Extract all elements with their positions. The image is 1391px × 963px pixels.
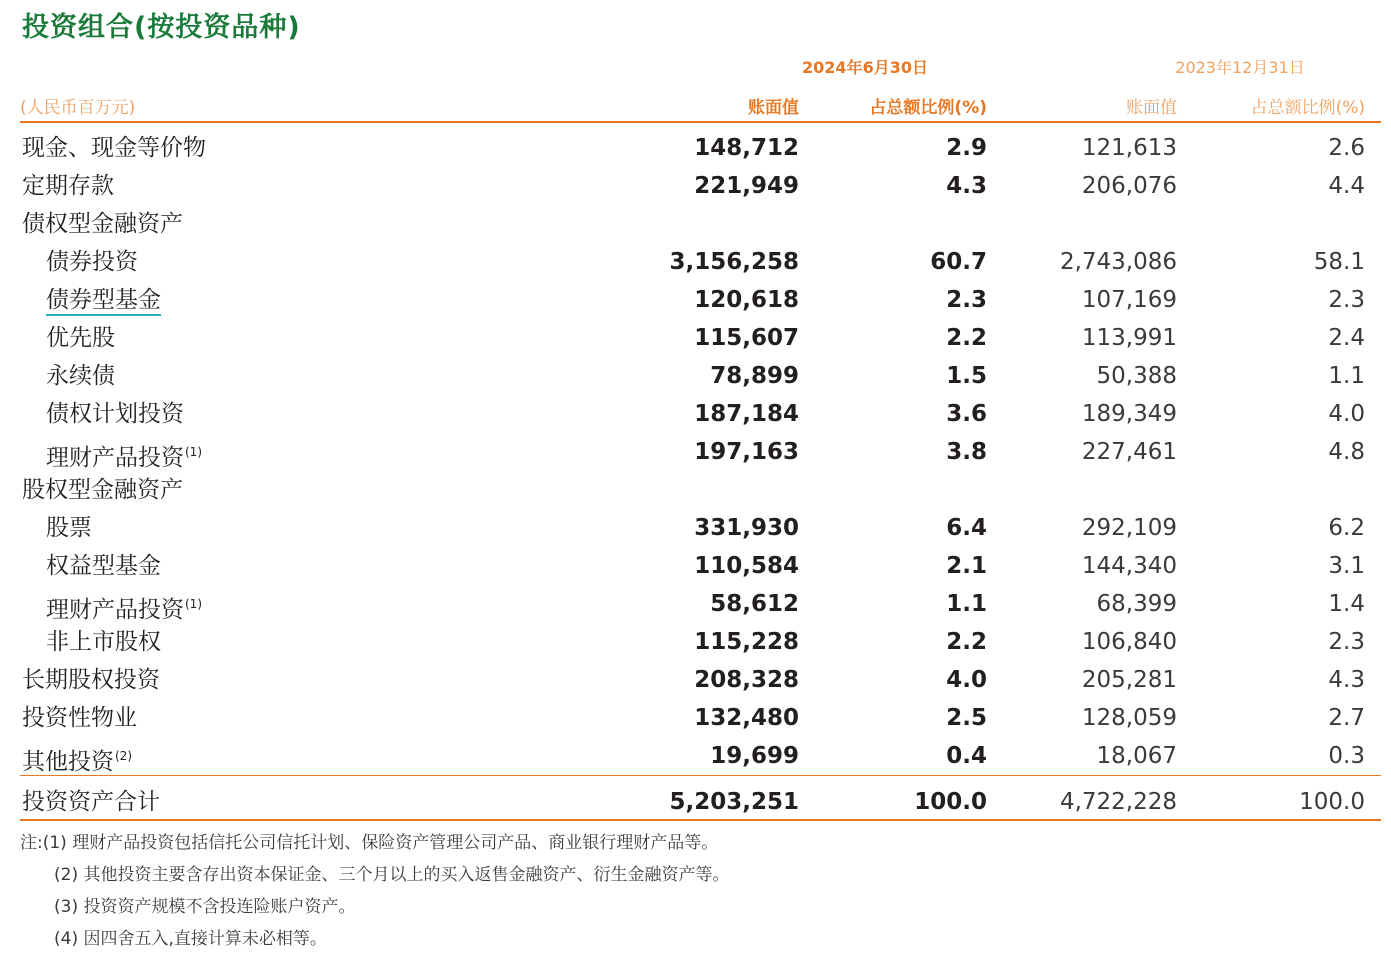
row-label (22, 661, 160, 699)
row-label (22, 471, 183, 509)
cell-book-value-previous: 113,991 (1081, 325, 1177, 351)
table-row (0, 129, 1391, 167)
row-label (22, 699, 137, 737)
cell-book-value-current: 148,712 (694, 135, 799, 161)
row-label (46, 623, 161, 661)
cell-book-value-previous: 2,743,086 (1059, 249, 1177, 275)
cell-book-value-previous: 68,399 (1096, 591, 1177, 617)
cell-pct-current: 2.2 (946, 325, 987, 351)
row-label-text: 优先股 (46, 325, 115, 351)
cell-pct-previous: 4.4 (1328, 173, 1365, 199)
cell-book-value-current: 132,480 (694, 705, 799, 731)
cell-pct-current: 3.6 (946, 401, 987, 427)
header-pct-current: 占总额比例(%) (869, 98, 987, 118)
cell-book-value-previous: 121,613 (1081, 135, 1177, 161)
footnote: (3) 投资资产规模不含投连险账户资产。 (54, 897, 356, 917)
cell-pct-current: 2.5 (946, 705, 987, 731)
cell-pct-previous: 3.1 (1328, 553, 1365, 579)
table-row (0, 737, 1391, 775)
row-label (22, 205, 183, 243)
cell-pct-previous: 58.1 (1313, 249, 1365, 275)
row-label-text[interactable]: 债券型基金 (46, 287, 161, 316)
table-row (0, 661, 1391, 699)
cell-pct-previous: 2.4 (1328, 325, 1365, 351)
row-label-text: 权益型基金 (46, 553, 161, 579)
header-unit: (人民币百万元) (20, 98, 136, 118)
row-label-text: 长期股权投资 (22, 667, 160, 693)
total-row (0, 783, 1391, 821)
table-row (0, 281, 1391, 319)
cell-pct-current: 1.1 (946, 591, 987, 617)
row-label (22, 129, 206, 167)
cell-book-value-previous: 227,461 (1081, 439, 1177, 465)
row-label-text: 债权计划投资 (46, 401, 184, 427)
row-label-text: 债权型金融资产 (22, 211, 183, 237)
header-book-value-previous: 账面值 (1126, 98, 1177, 118)
table-row (0, 509, 1391, 547)
total-pct-current: 100.0 (914, 789, 987, 815)
cell-book-value-previous: 107,169 (1081, 287, 1177, 313)
cell-book-value-previous: 128,059 (1081, 705, 1177, 731)
cell-pct-previous: 0.3 (1328, 743, 1365, 769)
row-label (46, 509, 92, 547)
footnotes (20, 832, 729, 960)
footnote-marker: (1) (185, 597, 202, 611)
cell-book-value-previous: 292,109 (1081, 515, 1177, 541)
row-label-text: 现金、现金等价物 (22, 135, 206, 161)
header-book-value-current: 账面值 (748, 98, 799, 118)
row-label (46, 357, 115, 395)
cell-pct-previous: 1.4 (1328, 591, 1365, 617)
table-row (0, 547, 1391, 585)
cell-book-value-current: 187,184 (694, 401, 799, 427)
cell-pct-current: 6.4 (946, 515, 987, 541)
row-label (46, 281, 161, 319)
table-row (0, 623, 1391, 661)
cell-book-value-current: 115,607 (694, 325, 799, 351)
cell-book-value-previous: 50,388 (1096, 363, 1177, 389)
cell-pct-previous: 2.7 (1328, 705, 1365, 731)
table-row (0, 699, 1391, 737)
cell-book-value-current: 120,618 (694, 287, 799, 313)
cell-book-value-current: 197,163 (694, 439, 799, 465)
cell-book-value-current: 78,899 (710, 363, 799, 389)
cell-pct-previous: 4.8 (1328, 439, 1365, 465)
cell-pct-previous: 6.2 (1328, 515, 1365, 541)
table-row (0, 205, 1391, 243)
cell-pct-previous: 4.0 (1328, 401, 1365, 427)
cell-pct-current: 2.9 (946, 135, 987, 161)
table-row (0, 395, 1391, 433)
cell-pct-previous: 2.3 (1328, 629, 1365, 655)
page-title: 投资组合(按投资品种) (22, 12, 301, 43)
cell-book-value-previous: 18,067 (1096, 743, 1177, 769)
cell-book-value-current: 115,228 (694, 629, 799, 655)
table-row (0, 319, 1391, 357)
total-book-value-previous: 4,722,228 (1059, 789, 1177, 815)
row-label-text: 定期存款 (22, 173, 114, 199)
cell-book-value-previous: 206,076 (1081, 173, 1177, 199)
row-label-text: 永续债 (46, 363, 115, 389)
cell-pct-previous: 1.1 (1328, 363, 1365, 389)
footnote: 注:(1) 理财产品投资包括信托公司信托计划、保险资产管理公司产品、商业银行理财产品等。 (20, 833, 719, 853)
cell-pct-current: 2.1 (946, 553, 987, 579)
row-label (46, 395, 184, 433)
cell-book-value-previous: 144,340 (1081, 553, 1177, 579)
cell-book-value-current: 58,612 (710, 591, 799, 617)
cell-pct-previous: 2.6 (1328, 135, 1365, 161)
header-pct-previous: 占总额比例(%) (1250, 98, 1365, 118)
table-row (0, 471, 1391, 509)
cell-book-value-previous: 106,840 (1081, 629, 1177, 655)
cell-pct-current: 1.5 (946, 363, 987, 389)
row-label-text: 其他投资 (22, 749, 114, 775)
row-label-text: 股权型金融资产 (22, 477, 183, 503)
total-divider-bottom (20, 819, 1381, 821)
cell-pct-previous: 4.3 (1328, 667, 1365, 693)
table-row (0, 357, 1391, 395)
footnote-marker: (1) (185, 445, 202, 459)
cell-pct-previous: 2.3 (1328, 287, 1365, 313)
total-divider-top (20, 775, 1381, 776)
cell-pct-current: 4.3 (946, 173, 987, 199)
total-book-value-current: 5,203,251 (669, 789, 799, 815)
cell-pct-current: 2.3 (946, 287, 987, 313)
table-row (0, 167, 1391, 205)
table-row (0, 433, 1391, 471)
cell-book-value-current: 331,930 (694, 515, 799, 541)
cell-pct-current: 3.8 (946, 439, 987, 465)
row-label (46, 243, 138, 281)
cell-pct-current: 4.0 (946, 667, 987, 693)
cell-pct-current: 0.4 (946, 743, 987, 769)
row-label-text: 理财产品投资 (46, 597, 184, 623)
cell-book-value-current: 3,156,258 (669, 249, 799, 275)
cell-pct-current: 2.2 (946, 629, 987, 655)
footnote: (4) 因四舍五入,直接计算未必相等。 (54, 929, 327, 949)
row-label-text: 股票 (46, 515, 92, 541)
footnote-marker: (2) (115, 749, 132, 763)
row-label (46, 547, 161, 585)
row-label-text: 债券投资 (46, 249, 138, 275)
row-label-text: 理财产品投资 (46, 445, 184, 471)
cell-book-value-current: 110,584 (694, 553, 799, 579)
cell-book-value-current: 19,699 (710, 743, 799, 769)
cell-book-value-current: 221,949 (694, 173, 799, 199)
header-date-current: 2024年6月30日 (802, 58, 928, 77)
footnote: (2) 其他投资主要含存出资本保证金、三个月以上的买入返售金融资产、衍生金融资产等。 (54, 865, 730, 885)
total-pct-previous: 100.0 (1299, 789, 1365, 815)
row-label-text: 非上市股权 (46, 629, 161, 655)
table-row (0, 585, 1391, 623)
row-label (46, 319, 115, 357)
total-label: 投资资产合计 (22, 789, 160, 815)
row-label (22, 167, 114, 205)
cell-pct-current: 60.7 (930, 249, 987, 275)
header-date-previous: 2023年12月31日 (1175, 58, 1305, 77)
row-label-text: 投资性物业 (22, 705, 137, 731)
table-row (0, 243, 1391, 281)
cell-book-value-previous: 205,281 (1081, 667, 1177, 693)
header-divider (20, 121, 1381, 123)
cell-book-value-previous: 189,349 (1081, 401, 1177, 427)
cell-book-value-current: 208,328 (694, 667, 799, 693)
